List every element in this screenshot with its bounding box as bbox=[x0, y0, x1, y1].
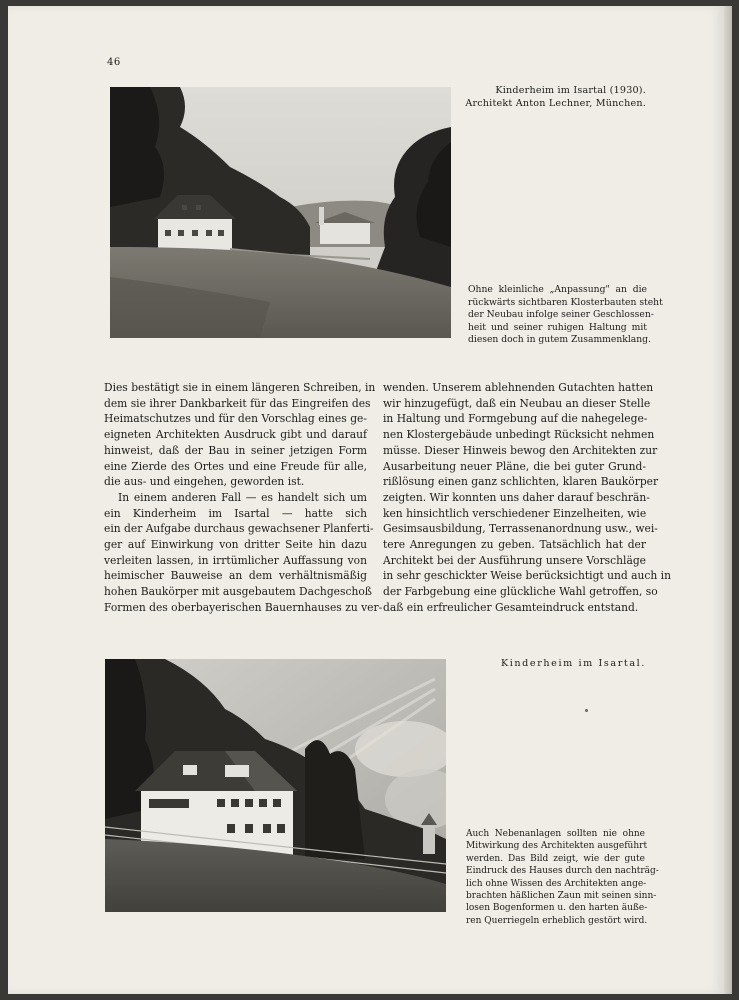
text-line: eigneten Architekten Ausdruck gibt und darauf bbox=[104, 428, 367, 442]
caption-line: Mitwirkung des Architekten ausgeführt bbox=[466, 841, 648, 852]
caption-line: ren Querriegeln erheblich gestört wird. bbox=[466, 915, 648, 926]
figure1-title-line: Kinderheim im Isartal (1930). bbox=[495, 85, 646, 96]
text-line: Architekt bei der Ausführung unsere Vorschläge bbox=[383, 553, 646, 567]
text-line: tere Anregungen zu geben. Tatsächlich hat der bbox=[383, 538, 646, 552]
text-line: nen Klostergebäude unbedingt Rücksicht nehmen bbox=[383, 428, 655, 442]
page-edge bbox=[724, 6, 732, 994]
text-line: müsse. Dieser Hinweis bewog den Architekten zur bbox=[383, 443, 658, 457]
text-line: ein der Aufgabe durchaus gewachsener Planferti- bbox=[104, 522, 374, 536]
figure2-title: Kinderheim im Isartal. bbox=[500, 658, 646, 669]
figure1-title bbox=[462, 84, 646, 110]
text-line: wenden. Unserem ablehnenden Gutachten hatten bbox=[383, 381, 654, 394]
speck bbox=[585, 709, 588, 712]
caption-line: brachten häßlichen Zaun mit seinen sinn- bbox=[466, 891, 657, 902]
text-line: zeigten. Wir konnten uns daher darauf beschrän- bbox=[383, 490, 650, 504]
text-line: in Haltung und Formgebung auf die nahegelege- bbox=[383, 412, 648, 426]
text-line: ken hinsichtlich verschiedener Einzelheiten, wie bbox=[383, 506, 647, 520]
page-number: 46 bbox=[107, 57, 121, 68]
text-line: dem sie ihrer Dankbarkeit für das Eingreifen des bbox=[104, 396, 371, 410]
text-line: ger auf Einwirkung von dritter Seite hin dazu bbox=[104, 538, 367, 552]
text-line: Dies bestätigt sie in einem längeren Schreiben, in bbox=[104, 381, 376, 394]
caption-line: Eindruck des Hauses durch den nachträg- bbox=[466, 866, 659, 877]
caption-line: Ohne kleinliche „Anpassung" an die bbox=[468, 284, 647, 295]
text-line: Ausarbeitung neuer Pläne, die bei guter Grund- bbox=[383, 459, 646, 473]
text-line: Gesimsausbildung, Terrassenanordnung usw., wei- bbox=[383, 522, 658, 536]
caption-line: der Neubau infolge seiner Geschlossen- bbox=[468, 309, 654, 321]
body-column-left bbox=[104, 380, 383, 616]
text-line: heimischer Bauweise an dem verhältnismäßig bbox=[104, 569, 367, 583]
text-line: ein Kinderheim im Isartal — hatte sich bbox=[104, 506, 367, 520]
caption-line: Auch Nebenanlagen sollten nie ohne bbox=[466, 829, 645, 839]
caption-line: rückwärts sichtbaren Klosterbauten steht bbox=[468, 296, 663, 308]
text-line: der Farbgebung eine glückliche Wahl getroffen, so bbox=[383, 585, 658, 599]
text-line: rißlösung einen ganz schlichten, klaren Baukörper bbox=[383, 475, 659, 489]
text-line: wir hinzugefügt, daß ein Neubau an dieser Stelle bbox=[383, 396, 651, 410]
caption-line: losen Bogenformen u. den harten äuße- bbox=[466, 903, 648, 914]
text-line: eine Zierde des Ortes und eine Freude für alle, bbox=[104, 459, 367, 473]
photo-kinderheim-with-fence bbox=[105, 659, 446, 912]
caption-line: lich ohne Wissen des Architekten ange- bbox=[466, 878, 647, 889]
text-line: Heimatschutzes und für den Vorschlag eines ge- bbox=[104, 412, 367, 426]
text-line: hohen Baukörper mit ausgebautem Dachgeschoß bbox=[104, 585, 372, 599]
text-line: In einem anderen Fall — es handelt sich um bbox=[118, 490, 367, 504]
figure1-caption bbox=[468, 284, 663, 347]
body-column-right bbox=[383, 380, 671, 616]
text-line: die aus- und eingehen, geworden ist. bbox=[104, 475, 305, 489]
caption-line: werden. Das Bild zeigt, wie der gute bbox=[466, 853, 645, 864]
text-line: Formen des oberbayerischen Bauernhauses zu ver- bbox=[104, 600, 383, 614]
text-line: daß ein erfreulicher Gesamteindruck entstand. bbox=[383, 600, 639, 614]
photo-kinderheim-with-monastery bbox=[110, 87, 451, 338]
figure1-title-line: Architekt Anton Lechner, München. bbox=[465, 98, 646, 109]
figure2-caption bbox=[466, 828, 659, 927]
text-line: hinweist, daß der Bau in seiner jetzigen Form bbox=[104, 443, 367, 457]
text-line: verleiten lassen, in irrtümlicher Auffassung von bbox=[104, 553, 367, 567]
caption-line: diesen doch in gutem Zusammenklang. bbox=[468, 334, 651, 346]
caption-line: heit und seiner ruhigen Haltung mit bbox=[468, 321, 647, 333]
text-line: in sehr geschickter Weise berücksichtigt und auch in bbox=[383, 569, 671, 583]
